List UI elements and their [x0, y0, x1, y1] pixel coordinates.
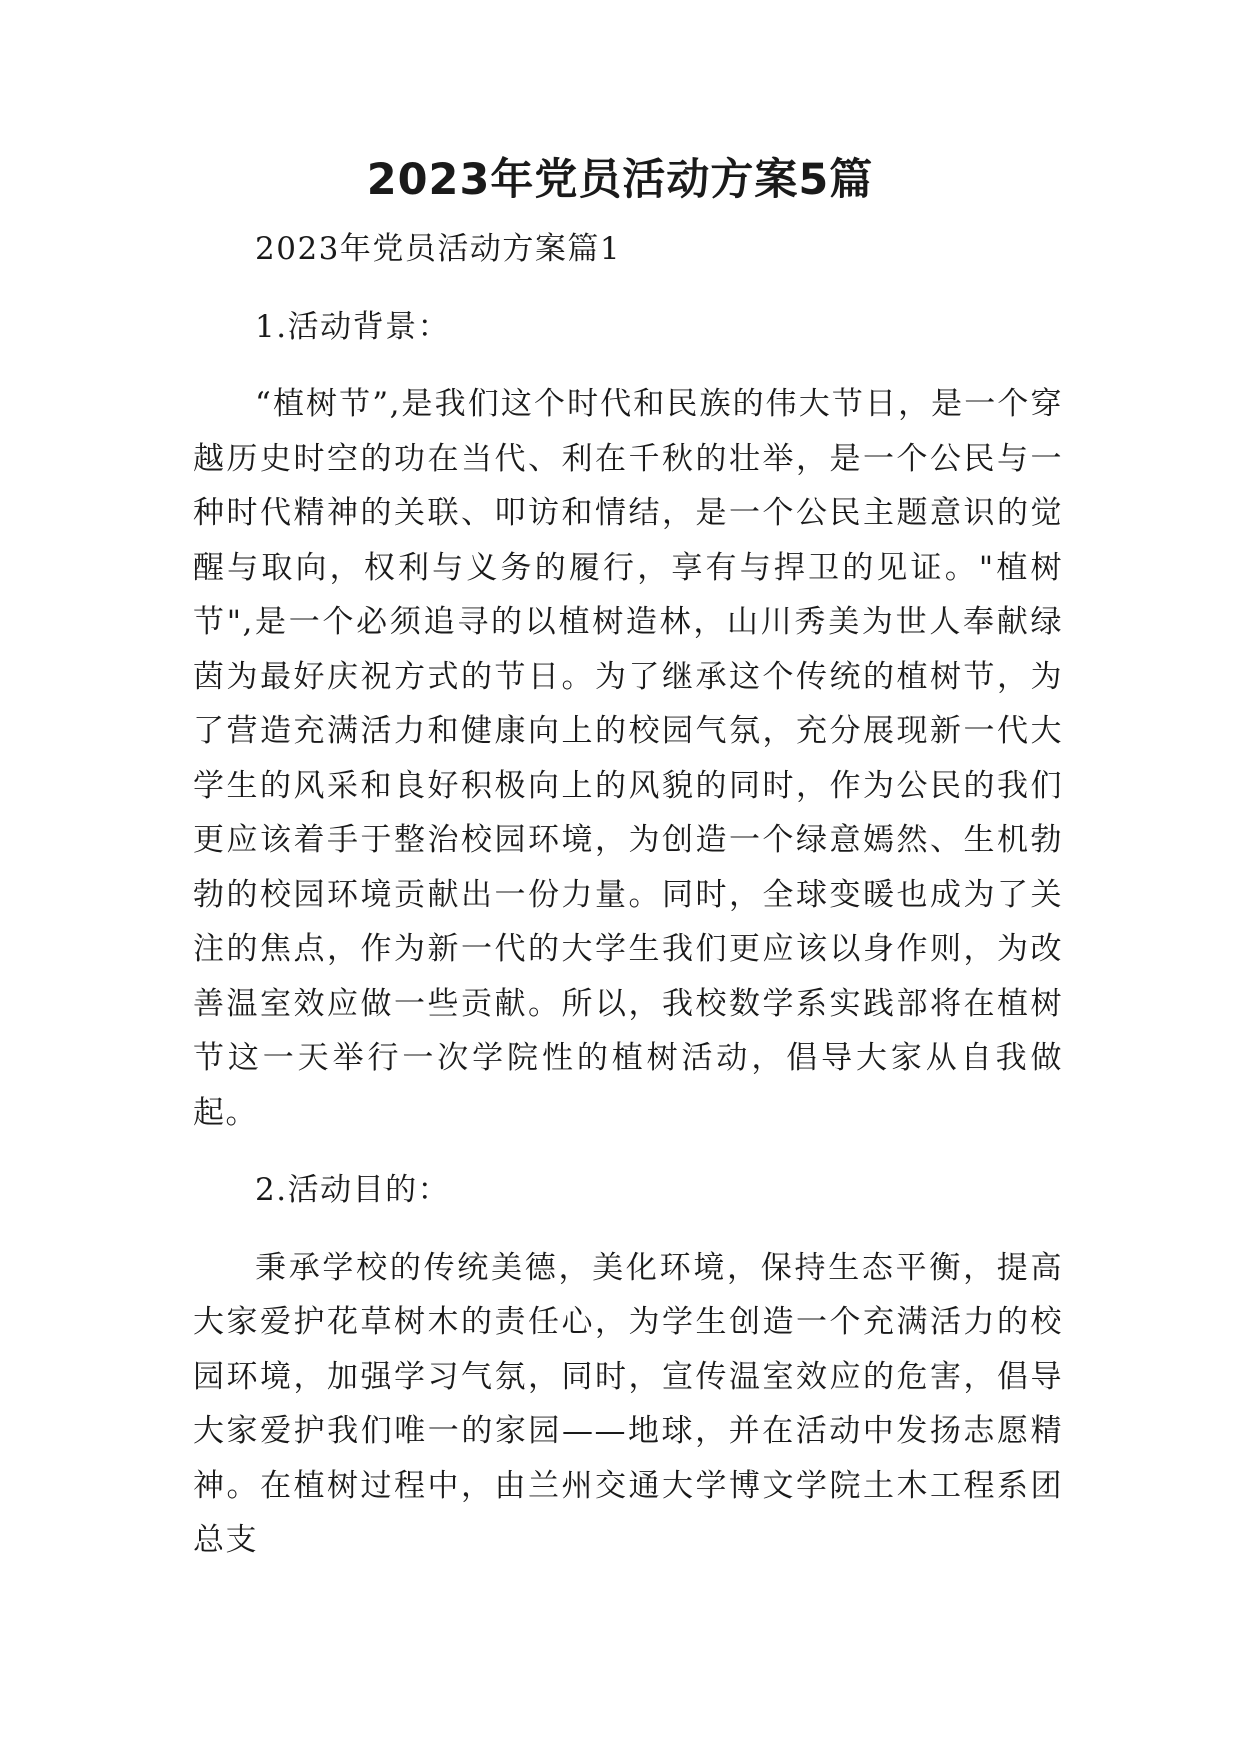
- paragraph-background: “植树节”,是我们这个时代和民族的伟大节日，是一个穿越历史时空的功在当代、利在千秋的壮举，是一个公民与一种时代精神的关联、叩访和情结，是一个公民主题意识的觉醒与取向，权利与义务的履行，享有与捍卫的见证。"植树节",是一个必须追寻的以植树造林，山川秀美为世人奉献绿茵为最好庆祝方式的节日。为了继承这个传统的植树节，为了营造充满活力和健康向上的校园气氛，充分展现新一代大学生的风采和良好积极向上的风貌的同时，作为公民的我们更应该着手于整治校园环境，为创造一个绿意嫣然、生机勃勃的校园环境贡献出一份力量。同时，全球变暖也成为了关注的焦点，作为新一代的大学生我们更应该以身作则，为改善温室效应做一些贡献。所以，我校数学系实践部将在植树节这一天举行一次学院性的植树活动，倡导大家从自我做起。: [193, 386, 1063, 1131]
- subsection-heading-purpose: 2.活动目的：: [255, 1172, 451, 1208]
- subsection-heading-background: 1.活动背景：: [255, 308, 451, 345]
- document-body: [193, 222, 1063, 1578]
- section-heading: 2023年党员活动方案篇1: [255, 231, 622, 267]
- paragraph-purpose: 秉承学校的传统美德，美化环境，保持生态平衡，提高大家爱护花草树木的责任心，为学生创造一个充满活力的校园环境，加强学习气氛，同时，宣传温室效应的危害，倡导大家爱护我们唯一的家园——地球，并在活动中发扬志愿精神。在植树过程中，由兰州交通大学博文学院土木工程系团总支: [193, 1249, 1063, 1558]
- document-title: 2023年党员活动方案5篇: [366, 155, 874, 205]
